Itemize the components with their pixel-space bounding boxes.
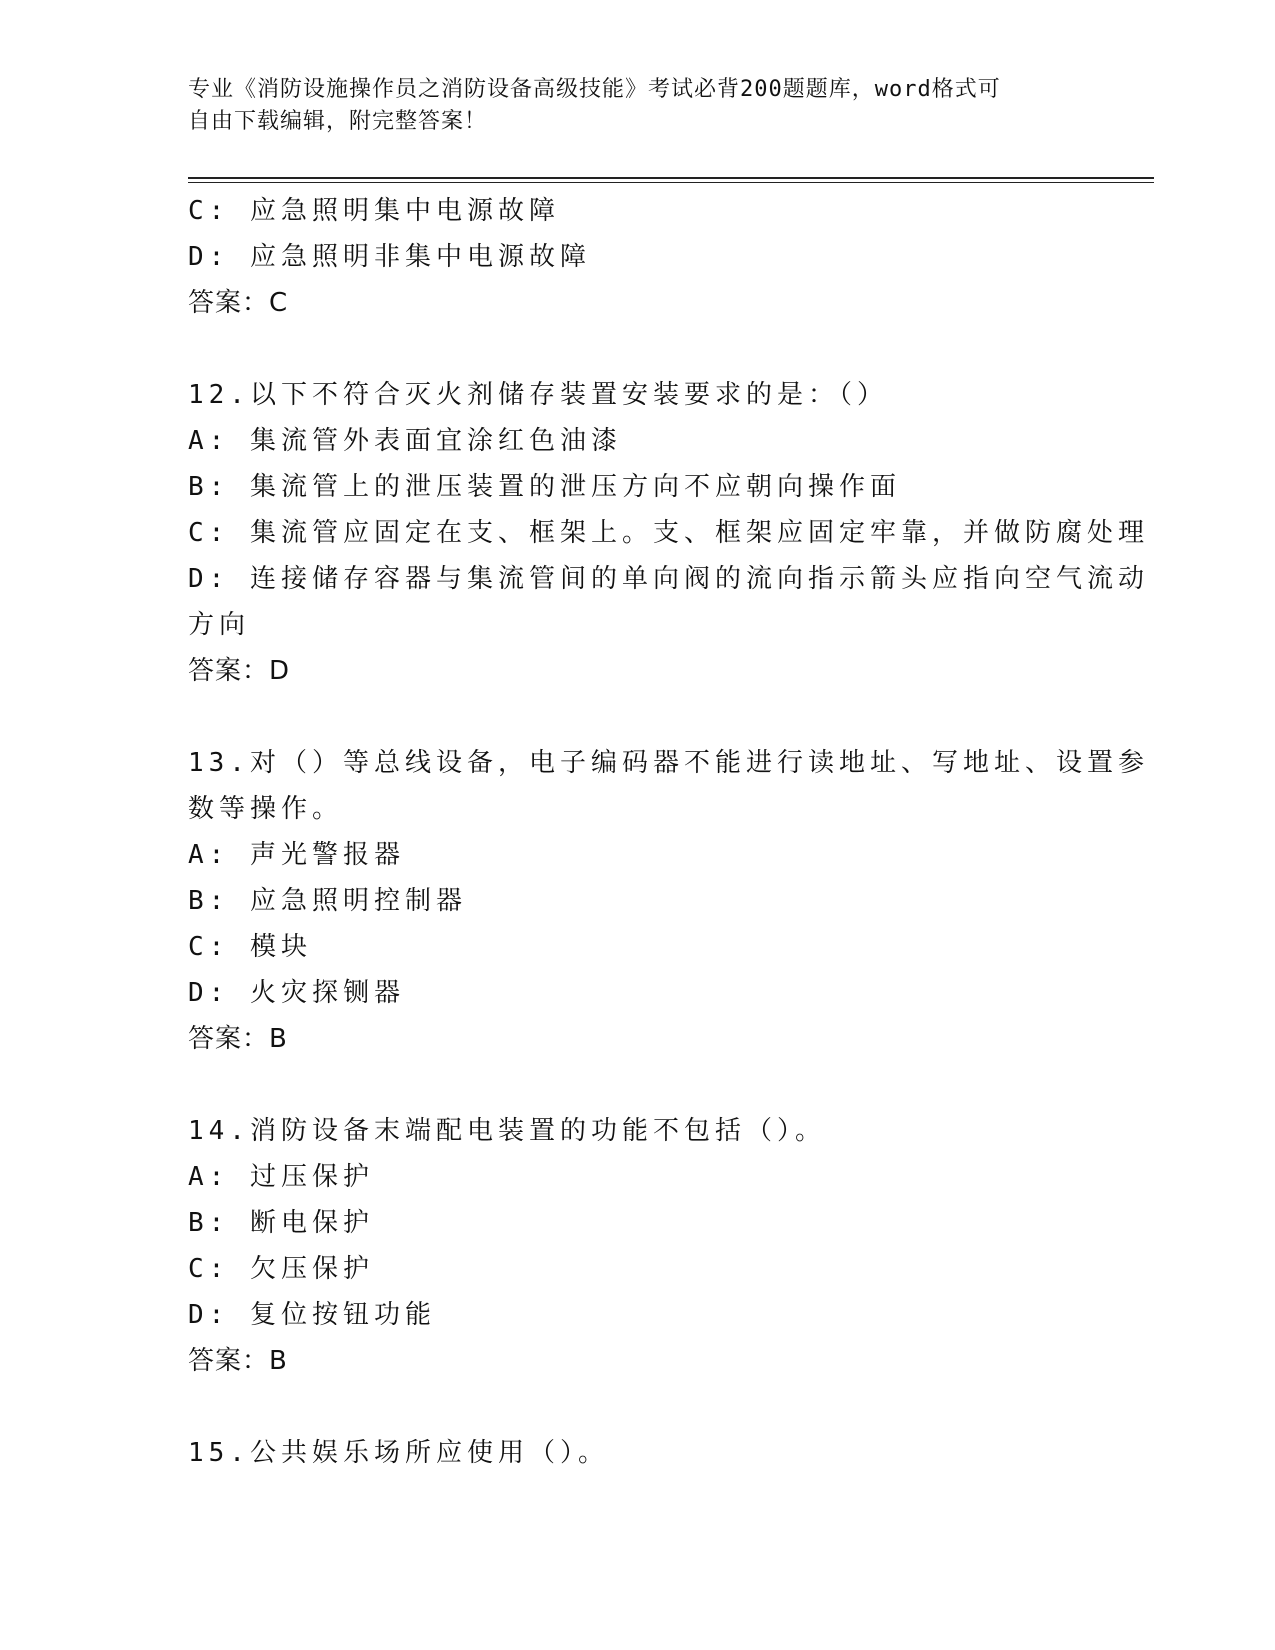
spacer: [188, 694, 1088, 740]
option-a: A: 集流管外表面宜涂红色油漆: [188, 426, 622, 456]
question-stem-continued: 数等操作。: [188, 794, 344, 824]
question-block-13: [188, 740, 1149, 1062]
option-a: A: 声光警报器: [188, 840, 405, 870]
question-stem: 12.以下不符合灭火剂储存装置安装要求的是：（）: [188, 380, 888, 410]
header-line-1: 专业《消防设施操作员之消防设备高级技能》考试必背200题题库，word格式可: [188, 77, 1001, 102]
option-a: A: 过压保护: [188, 1162, 374, 1192]
option-c: C: 模块: [188, 932, 312, 962]
question-stem: 15.公共娱乐场所应使用（）。: [188, 1438, 609, 1468]
option-b: B: 断电保护: [188, 1208, 374, 1238]
header-line-2: 自由下载编辑，附完整答案！: [188, 109, 488, 134]
question-block-12: [188, 372, 1149, 694]
option-d: D: 应急照明非集中电源故障: [188, 242, 591, 272]
spacer: [188, 326, 1088, 372]
question-stem: 13.对（）等总线设备，电子编码器不能进行读地址、写地址、设置参: [188, 748, 1149, 778]
option-b: B: 应急照明控制器: [188, 886, 467, 916]
question-block-14: [188, 1108, 1088, 1384]
option-d-continued: 方向: [188, 610, 251, 640]
option-d: D: 连接储存容器与集流管间的单向阀的流向指示箭头应指向空气流动: [188, 564, 1149, 594]
option-d: D: 复位按钮功能: [188, 1300, 436, 1330]
answer: 答案：B: [188, 1024, 288, 1054]
option-d: D: 火灾探铡器: [188, 978, 405, 1008]
option-b: B: 集流管上的泄压装置的泄压方向不应朝向操作面: [188, 472, 901, 502]
spacer: [188, 1384, 1088, 1430]
question-list: [188, 188, 1149, 1476]
option-c: C: 集流管应固定在支、框架上。支、框架应固定牢靠，并做防腐处理: [188, 518, 1149, 548]
question-stem: 14.消防设备末端配电装置的功能不包括（）。: [188, 1116, 826, 1146]
option-c: C: 应急照明集中电源故障: [188, 196, 560, 226]
header-divider: [188, 177, 1154, 183]
spacer: [188, 1062, 1088, 1108]
option-c: C: 欠压保护: [188, 1254, 374, 1284]
question-block-prev: [188, 188, 1088, 326]
answer: 答案：D: [188, 656, 291, 686]
answer: 答案：B: [188, 1346, 288, 1376]
document-header: [188, 74, 1078, 138]
question-block-15: [188, 1430, 1088, 1476]
answer: 答案：C: [188, 288, 289, 318]
